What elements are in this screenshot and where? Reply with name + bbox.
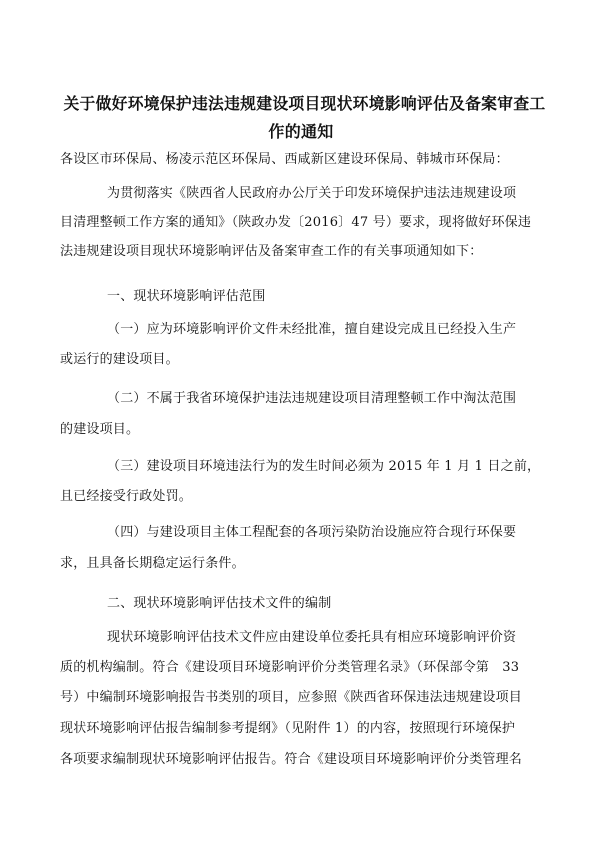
item-2-line-1: （二）不属于我省环境保护违法违规建设项目清理整顿工作中淘汰范围	[107, 391, 517, 406]
section-2-line-4: 现状环境影响评估报告编制参考提纲》（见附件 1）的内容，按照现行环境保护	[60, 721, 516, 736]
section-2-line-2: 质的机构编制。符合《建设项目环境影响评价分类管理名录》（环保部令第 33	[60, 660, 520, 675]
item-2-line-2: 的建设项目。	[60, 422, 140, 437]
item-1-line-2: 或运行的建设项目。	[60, 352, 179, 367]
section-1-heading: 一、现状环境影响评估范围	[107, 289, 266, 304]
item-4-line-1: （四）与建设项目主体工程配套的各项污染防治设施应符合现行环保要	[107, 525, 517, 540]
section-2-heading: 二、现状环境影响评估技术文件的编制	[107, 596, 332, 611]
intro-line-2: 目清理整顿工作方案的通知》（陕政办发〔2016〕47 号）要求，现将做好环保违	[60, 215, 532, 230]
section-2-line-1: 现状环境影响评估技术文件应由建设单位委托具有相应环境影响评价资	[107, 630, 517, 645]
item-3-line-2: 且已经接受行政处罚。	[60, 489, 193, 504]
intro-line-1: 为贯彻落实《陕西省人民政府办公厅关于印发环境保护违法违规建设项	[107, 186, 517, 201]
section-2-line-3: 号）中编制环境影响报告书类别的项目，应参照《陕西省环保违法违规建设项目	[60, 690, 523, 705]
item-4-line-2: 求，且具备长期稳定运行条件。	[60, 556, 245, 571]
item-1-line-1: （一）应为环境影响评价文件未经批准，擅自建设完成且已经投入生产	[107, 322, 517, 337]
section-2-line-5: 各项要求编制现状环境影响评估报告。符合《建设项目环境影响评价分类管理名	[60, 752, 523, 767]
addressee: 各设区市环保局、杨凌示范区环保局、西咸新区建设环保局、韩城市环保局：	[60, 152, 509, 167]
document-title-line-1: 关于做好环境保护违法违规建设项目现状环境影响评估及备案审查工	[63, 94, 546, 113]
document-title-line-2: 作的通知	[268, 122, 334, 141]
item-3-line-1: （三）建设项目环境违法行为的发生时间必须为 2015 年 1 月 1 日之前，	[107, 459, 541, 474]
intro-line-3: 法违规建设项目现状环境影响评估及备案审查工作的有关事项通知如下：	[60, 244, 483, 259]
